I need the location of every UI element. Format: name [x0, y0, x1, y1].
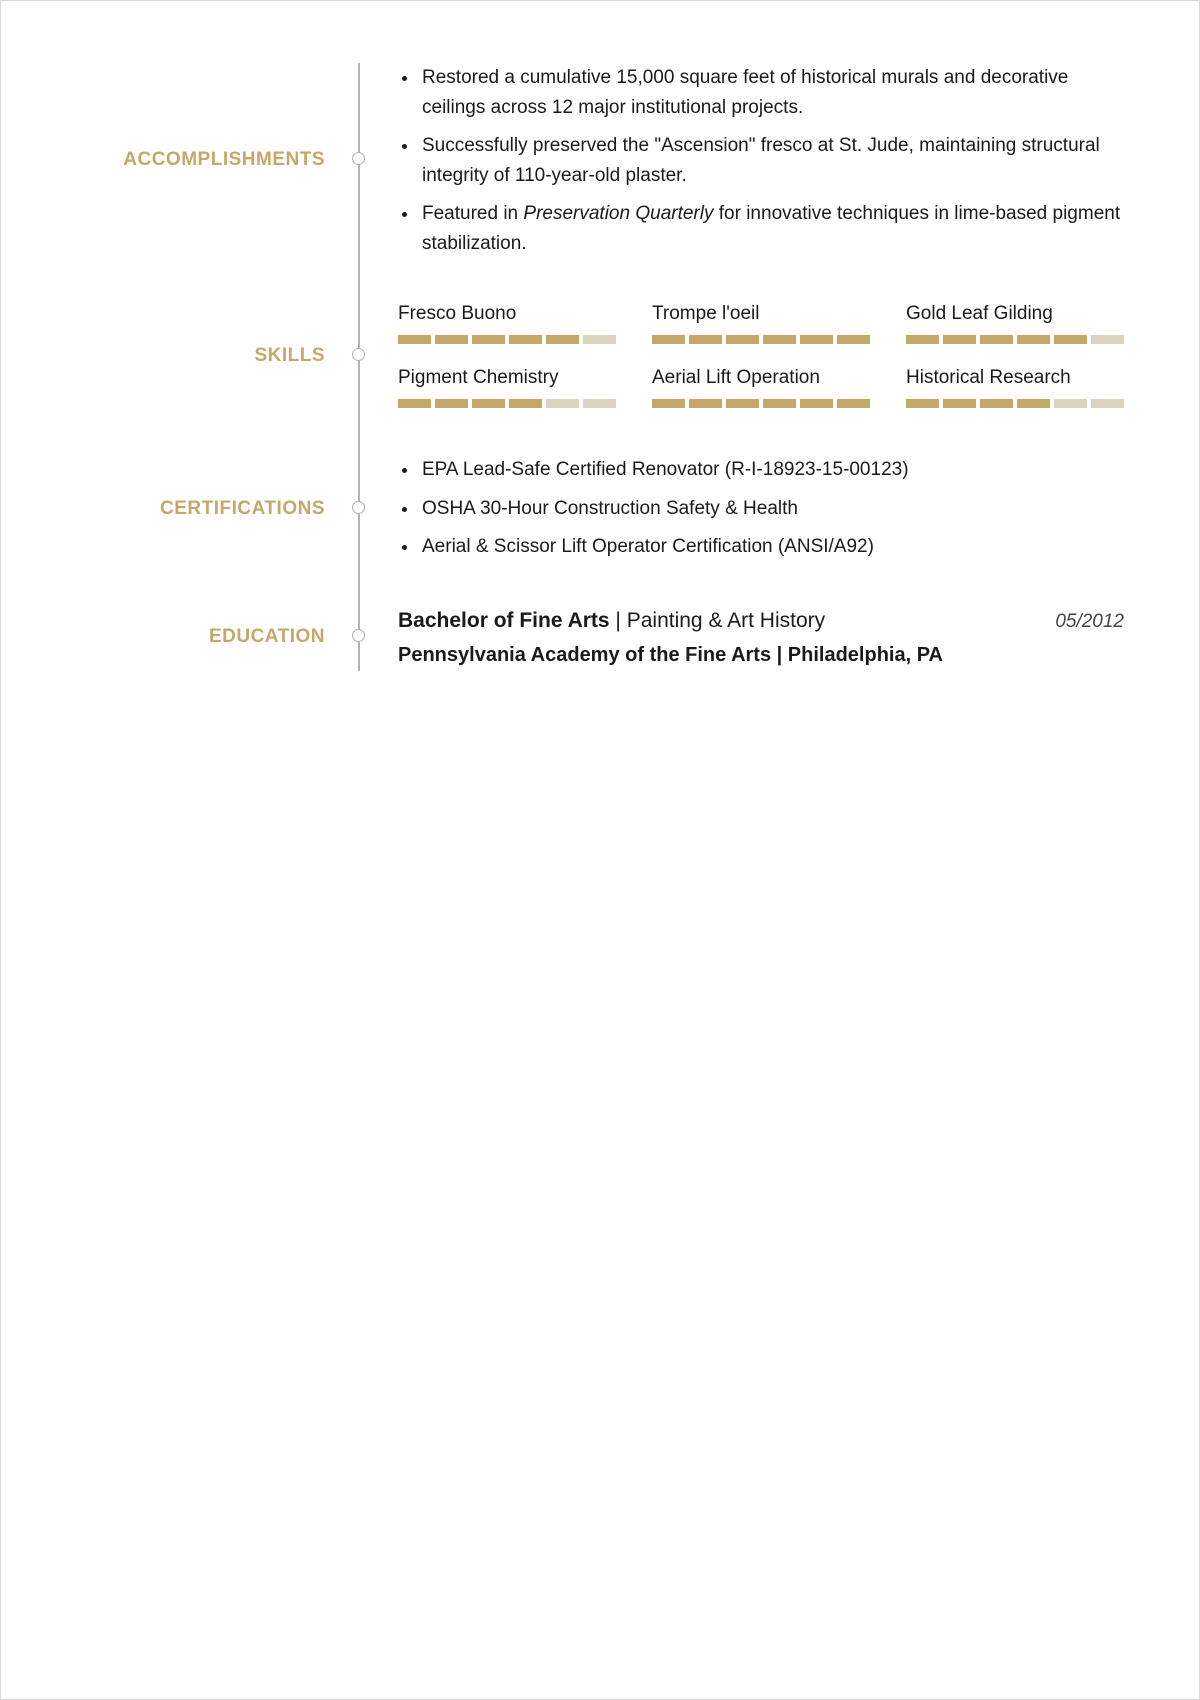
- skill-level-segment-filled: [398, 335, 431, 344]
- skill-level-segment-empty: [583, 399, 616, 408]
- skill-level-segment-filled: [509, 335, 542, 344]
- skill-level-segment-filled: [1017, 399, 1050, 408]
- skill-level-segment-filled: [800, 399, 833, 408]
- accomplishments-list: [398, 63, 1124, 259]
- skills-heading: SKILLS: [254, 345, 325, 366]
- accomplishment-item: Successfully preserved the "Ascension" fresco at St. Jude, maintaining structural integrity of 110-year-old plaster.: [422, 131, 1124, 191]
- skill-level-segment-filled: [837, 399, 870, 408]
- skill-level-segment-empty: [583, 335, 616, 344]
- accomplishments-timeline-dot: [352, 152, 365, 165]
- skill-level-segment-filled: [509, 399, 542, 408]
- skill-level-segment-filled: [943, 335, 976, 344]
- education-degree-line: [398, 608, 1124, 634]
- skill-level-bar: [906, 335, 1124, 344]
- graduation-date: 05/2012: [1055, 611, 1124, 632]
- skill-level-bar: [652, 335, 870, 344]
- accomplishment-text: Featured in: [422, 203, 524, 224]
- accomplishments-heading: ACCOMPLISHMENTS: [123, 149, 325, 170]
- skills-content: [398, 303, 1124, 408]
- publication-title: Preservation Quarterly: [523, 203, 714, 224]
- skill-level-segment-filled: [435, 399, 468, 408]
- skill-level-segment-filled: [435, 335, 468, 344]
- skill-item: [906, 367, 1124, 408]
- skill-level-segment-filled: [1054, 335, 1087, 344]
- degree-field: Painting & Art History: [626, 609, 826, 632]
- skill-level-segment-empty: [1054, 399, 1087, 408]
- skills-grid: [398, 303, 1124, 408]
- skill-level-segment-filled: [980, 399, 1013, 408]
- certification-item: Aerial & Scissor Lift Operator Certification (ANSI/A92): [422, 532, 1124, 562]
- skill-level-segment-filled: [689, 399, 722, 408]
- skill-level-segment-filled: [652, 399, 685, 408]
- skill-name: Aerial Lift Operation: [652, 367, 820, 388]
- skill-level-segment-filled: [980, 335, 1013, 344]
- skill-level-bar: [398, 335, 616, 344]
- skill-level-bar: [652, 399, 870, 408]
- skill-item: [398, 367, 616, 408]
- degree-separator: |: [609, 609, 627, 632]
- skill-level-segment-filled: [472, 335, 505, 344]
- skill-level-segment-filled: [726, 399, 759, 408]
- education-heading: EDUCATION: [208, 626, 325, 647]
- certifications-heading: CERTIFICATIONS: [160, 498, 325, 519]
- skill-level-segment-filled: [398, 399, 431, 408]
- skill-level-segment-empty: [546, 399, 579, 408]
- skill-level-segment-filled: [943, 399, 976, 408]
- skill-level-segment-filled: [546, 335, 579, 344]
- skill-level-segment-filled: [689, 335, 722, 344]
- degree-title: Bachelor of Fine Arts: [398, 609, 610, 632]
- skill-level-segment-filled: [763, 335, 796, 344]
- skill-level-segment-filled: [837, 335, 870, 344]
- skill-level-segment-filled: [472, 399, 505, 408]
- education-timeline-dot: [352, 629, 365, 642]
- skill-name: Gold Leaf Gilding: [906, 303, 1053, 324]
- skill-level-segment-filled: [906, 335, 939, 344]
- skill-level-segment-filled: [906, 399, 939, 408]
- certification-item: EPA Lead-Safe Certified Renovator (R-I-18923-15-00123): [422, 455, 1124, 485]
- skill-item: [906, 303, 1124, 344]
- skill-name: Trompe l'oeil: [652, 303, 760, 324]
- skill-level-bar: [398, 399, 616, 408]
- skill-level-segment-filled: [763, 399, 796, 408]
- skill-item: [652, 303, 870, 344]
- skill-level-segment-empty: [1091, 399, 1124, 408]
- skill-level-segment-filled: [1017, 335, 1050, 344]
- accomplishment-text: for innovative techniques in lime-based pigment stabilization.: [422, 203, 1121, 254]
- skills-timeline-dot: [352, 348, 365, 361]
- skill-name: Pigment Chemistry: [398, 367, 559, 388]
- skill-level-segment-filled: [726, 335, 759, 344]
- accomplishments-content: [398, 63, 1124, 267]
- skill-level-bar: [906, 399, 1124, 408]
- skill-name: Fresco Buono: [398, 303, 517, 324]
- skill-level-segment-filled: [652, 335, 685, 344]
- certifications-timeline-dot: [352, 501, 365, 514]
- skill-name: Historical Research: [906, 367, 1071, 388]
- skill-item: [398, 303, 616, 344]
- accomplishment-item: Restored a cumulative 15,000 square feet of historical murals and decorative ceilings across 12 major institutional projects.: [422, 63, 1124, 123]
- certifications-content: [398, 455, 1124, 571]
- school-name-location: Pennsylvania Academy of the Fine Arts | Philadelphia, PA: [398, 644, 943, 666]
- skill-level-segment-empty: [1091, 335, 1124, 344]
- certifications-list: [398, 455, 1124, 562]
- skill-item: [652, 367, 870, 408]
- certification-item: OSHA 30-Hour Construction Safety & Health: [422, 494, 1124, 524]
- accomplishment-item: [422, 199, 1124, 259]
- education-content: [398, 608, 1124, 668]
- skill-level-segment-filled: [800, 335, 833, 344]
